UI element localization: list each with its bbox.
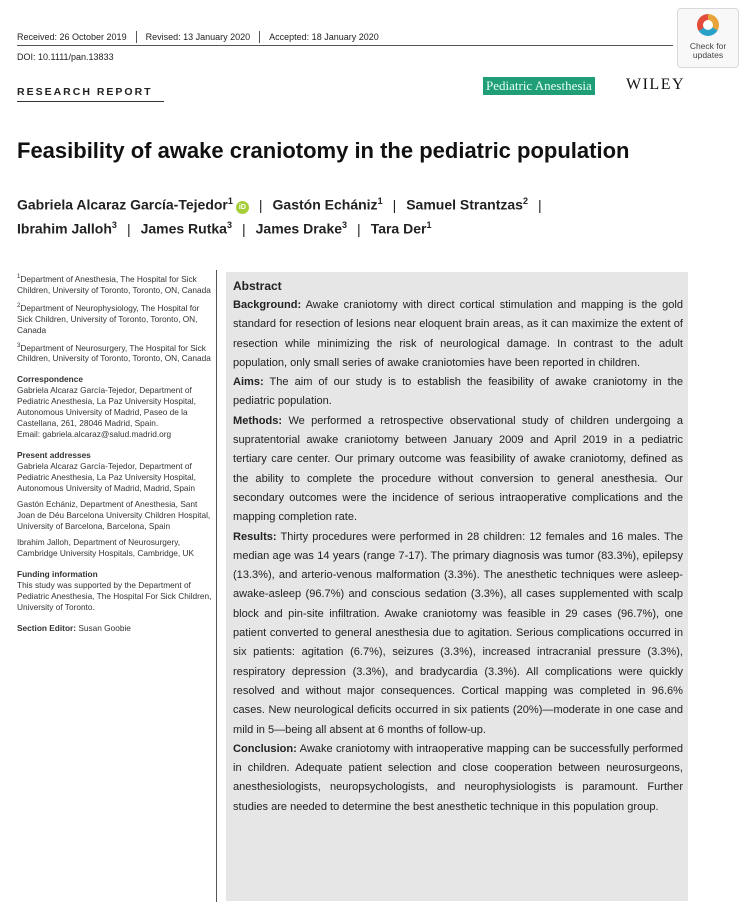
section-label: RESEARCH REPORT [17, 86, 153, 98]
abstract-aims: Aims: The aim of our study is to establish the feasibility of awake craniotomy in the pediatric population. [233, 376, 683, 408]
orcid-icon[interactable]: iD [236, 201, 249, 214]
header-rule [17, 45, 673, 46]
present-address: Gabriela Alcaraz García-Tejedor, Department of Pediatric Anesthesia, La Paz University Hospital, Autonomous University of Madrid, Madrid, Spain [17, 461, 196, 494]
present-address: Ibrahim Jalloh, Department of Neurosurgery, Cambridge University Hospitals, Cambridge, UK [17, 537, 195, 559]
correspondence-heading: Correspondence [17, 374, 83, 385]
abstract-box [226, 272, 688, 901]
funding-text: This study was supported by the Department of Pediatric Anesthesia, The Hospital For Sick Children, University of Toronto. [17, 580, 212, 613]
correspondence-text: Gabriela Alcaraz García-Tejedor, Department of Pediatric Anesthesia, La Paz University Hospital, Autonomous University of Madrid, Paseo de la Castellana, 261, 28046 Madrid, Spain. [17, 385, 196, 429]
doi[interactable]: DOI: 10.1111/pan.13833 [17, 52, 114, 62]
author-affiliation: 1 [227, 196, 233, 206]
affiliation: $^3$Department of Neurosurgery, The Hospital for Sick Children, University of Toronto, Toronto, ON, Canada [17, 342, 211, 364]
author-name[interactable]: James Rutka [140, 220, 227, 237]
badge-label: Check for updates [689, 41, 727, 60]
accepted-date: Accepted: 18 January 2020 [269, 32, 379, 42]
check-for-updates-badge[interactable] [677, 8, 739, 68]
abstract-results: Results: Thirty procedures were performed in 28 children: 12 females and 16 males. The median age was 14 years (range 7-17). The primary diagnosis was tumor (83.3%), epilepsy (13.3%), and arterio-venous malformation (3.3%). The anesthetic techniques were asleep-awake-asleep (96.7%) and conscious sedation (3.3%), all cases supplemented with scalp block and pin-site infiltration. Awake craniotomy was feasible in 29 cases (96.7%), one patient converted to general anesthesia due to agitation. Serious complications occurred in six patients: agitation (6.7%), seizures (3.3%), increased intracranial pressure (3.3%), respiratory depression (3.3%), and bradycardia (3.3%). All complications were quickly resolved and without major consequences. Cortical mapping was completed in 96.6% cases. New neurological deficits occurred in six patients (20%)—moderate in one case and mild in 5—being all absent at 6 months of follow-up. [233, 530, 683, 736]
author-affiliation: 1 [426, 220, 432, 230]
article-title: Feasibility of awake craniotomy in the pediatric population [17, 138, 630, 163]
author-name[interactable]: Gabriela Alcaraz García-Tejedor [17, 196, 228, 213]
received-date: Received: 26 October 2019 [17, 32, 127, 42]
publisher-logo[interactable]: WILEY [626, 76, 686, 93]
correspondence-email[interactable]: Email: gabriela.alcaraz@salud.madrid.org [17, 429, 172, 440]
author-line-2: Ibrahim Jalloh$^3$ | James Rutka$^3$ | James Drake$^3$ | Tara Der$^1$ [17, 220, 432, 237]
author-name[interactable]: Tara Der [370, 220, 427, 237]
author-affiliation: 3 [111, 220, 117, 230]
abstract-background: Background: Awake craniotomy with direct cortical stimulation and mapping is the gold standard for resection of lesions near eloquent brain areas, as it can maximize the extent of resection while minimizing the risk of neurological damage. In contrast to the adult population, only small series of awake craniotomies have been reported in children. [233, 299, 683, 369]
author-name[interactable]: Ibrahim Jalloh [17, 220, 112, 237]
abstract-title: Abstract [233, 279, 282, 293]
author-affiliation: 3 [342, 220, 348, 230]
section-rule [17, 101, 164, 102]
author-affiliation: 3 [226, 220, 232, 230]
abstract-conclusion: Conclusion: Awake craniotomy with intraoperative mapping can be successfully performed in children. Adequate patient selection and close cooperation between neurosurgeons, anesthesiologists, neuropsychologists, and neurophysiologists is paramount. Further studies are needed to determine the best anesthetic technique in this population group. [233, 742, 683, 813]
column-rule [216, 270, 217, 902]
affiliation: $^2$Department of Neurophysiology, The Hospital for Sick Children, University of Toronto, Toronto, ON, Canada [17, 302, 200, 335]
author-affiliation: 1 [377, 196, 383, 206]
sidebar [17, 272, 212, 634]
funding-heading: Funding information [17, 569, 98, 580]
revised-date: Revised: 13 January 2020 [145, 32, 251, 42]
divider [259, 31, 260, 43]
affiliation: $^1$Department of Anesthesia, The Hospital for Sick Children, University of Toronto, Toronto, ON, Canada [17, 273, 211, 295]
article-dates [17, 31, 379, 43]
author-line-1: Gabriela Alcaraz García-Tejedor$^1$iD | Gastón Echániz$^1$ | Samuel Strantzas$^2$ | [17, 196, 542, 213]
abstract-methods: Methods: We performed a retrospective observational study of children undergoing a supratentorial awake craniotomy between January 2009 and April 2019 in a pediatric tertiary care center. Our primary outcome was feasibility of awake craniotomy, defined as the ability to complete the procedure without conversion to general anesthesia. Our secondary outcomes were the incidence of serious intraoperative complications and the mapping completion rate. [233, 414, 683, 524]
present-address: Gastón Echániz, Department of Anesthesia, Sant Joan de Déu Barcelona University Children Hospital, University of Barcelona, Barcelona, Spain [17, 499, 211, 532]
author-name[interactable]: James Drake [255, 220, 343, 237]
author-affiliation: 2 [522, 196, 528, 206]
crossmark-icon [697, 14, 719, 36]
section-editor: Section Editor: Susan Goobie [17, 623, 131, 634]
author-name[interactable]: Samuel Strantzas [406, 196, 523, 213]
divider [136, 31, 137, 43]
author-name[interactable]: Gastón Echániz [272, 196, 378, 213]
present-addresses-heading: Present addresses [17, 450, 91, 461]
journal-logo[interactable]: Pediatric Anesthesia [483, 77, 595, 95]
